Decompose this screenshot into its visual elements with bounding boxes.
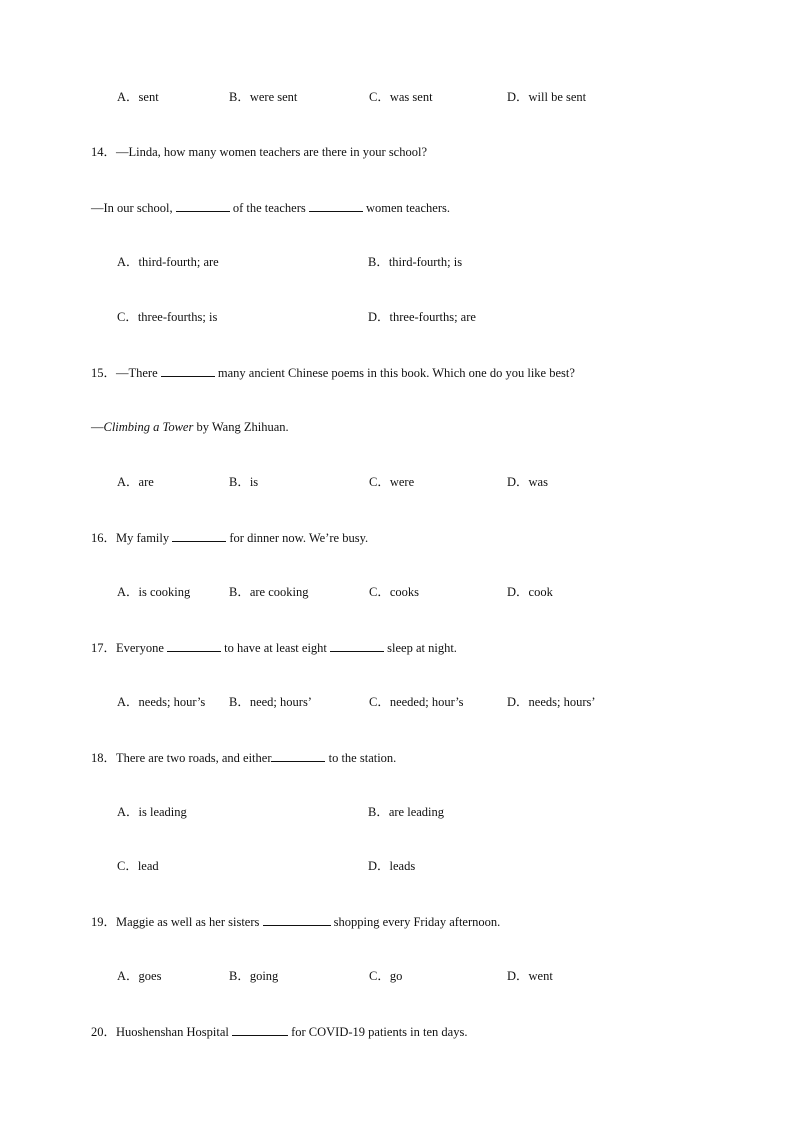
q15-stem: 15．—There many ancient Chinese poems in this book. Which one do you like best? [91, 366, 575, 380]
answer-blank [176, 199, 230, 212]
q19-stem: 19．Maggie as well as her sisters shopping every Friday afternoon. [91, 915, 501, 929]
q15-option-a: A．are [117, 475, 154, 489]
answer-blank [309, 199, 363, 212]
q18-option-c: C．lead [117, 859, 159, 873]
q14-option-c: C．three-fourths; is [117, 310, 218, 324]
answer-blank [161, 364, 215, 377]
q13-option-a: A．sent [117, 90, 159, 104]
answer-blank [167, 639, 221, 652]
q17-stem: 17．Everyone to have at least eight sleep at night. [91, 641, 457, 655]
q13-option-d: D．will be sent [507, 90, 587, 104]
q13-option-b: B．were sent [229, 90, 298, 104]
q16-option-d: D．cook [507, 585, 553, 599]
q15-option-c: C．were [369, 475, 415, 489]
q14-option-d: D．three-fourths; are [368, 310, 476, 324]
answer-blank [263, 913, 331, 926]
q18-option-b: B．are leading [368, 805, 445, 819]
q18-stem: 18．There are two roads, and either to the station. [91, 751, 397, 765]
q15-option-b: B．is [229, 475, 259, 489]
answer-blank [172, 529, 226, 542]
q14-option-a: A．third-fourth; are [117, 255, 219, 269]
q14-stem: 14．—Linda, how many women teachers are there in your school? [91, 145, 428, 159]
q15-option-d: D．was [507, 475, 548, 489]
q14-option-b: B．third-fourth; is [368, 255, 463, 269]
q16-stem: 16．My family for dinner now. We’re busy. [91, 531, 369, 545]
q19-option-a: A．goes [117, 969, 162, 983]
q19-option-b: B．going [229, 969, 279, 983]
answer-blank [232, 1023, 288, 1036]
q19-option-d: D．went [507, 969, 553, 983]
q17-option-b: B．need; hours’ [229, 695, 312, 709]
answer-blank [330, 639, 384, 652]
q17-option-a: A．needs; hour’s [117, 695, 206, 709]
q16-option-b: B．are cooking [229, 585, 309, 599]
q13-option-c: C．was sent [369, 90, 433, 104]
answer-blank [271, 749, 325, 762]
q16-option-c: C．cooks [369, 585, 420, 599]
q20-stem: 20．Huoshenshan Hospital for COVID-19 patients in ten days. [91, 1025, 468, 1039]
q18-option-a: A．is leading [117, 805, 187, 819]
q18-option-d: D．leads [368, 859, 416, 873]
q15-reply: —Climbing a Tower by Wang Zhihuan. [91, 420, 289, 434]
q17-option-c: C．needed; hour’s [369, 695, 464, 709]
q19-option-c: C．go [369, 969, 403, 983]
q14-reply: —In our school, of the teachers women teachers. [91, 201, 450, 215]
q16-option-a: A．is cooking [117, 585, 191, 599]
q17-option-d: D．needs; hours’ [507, 695, 596, 709]
